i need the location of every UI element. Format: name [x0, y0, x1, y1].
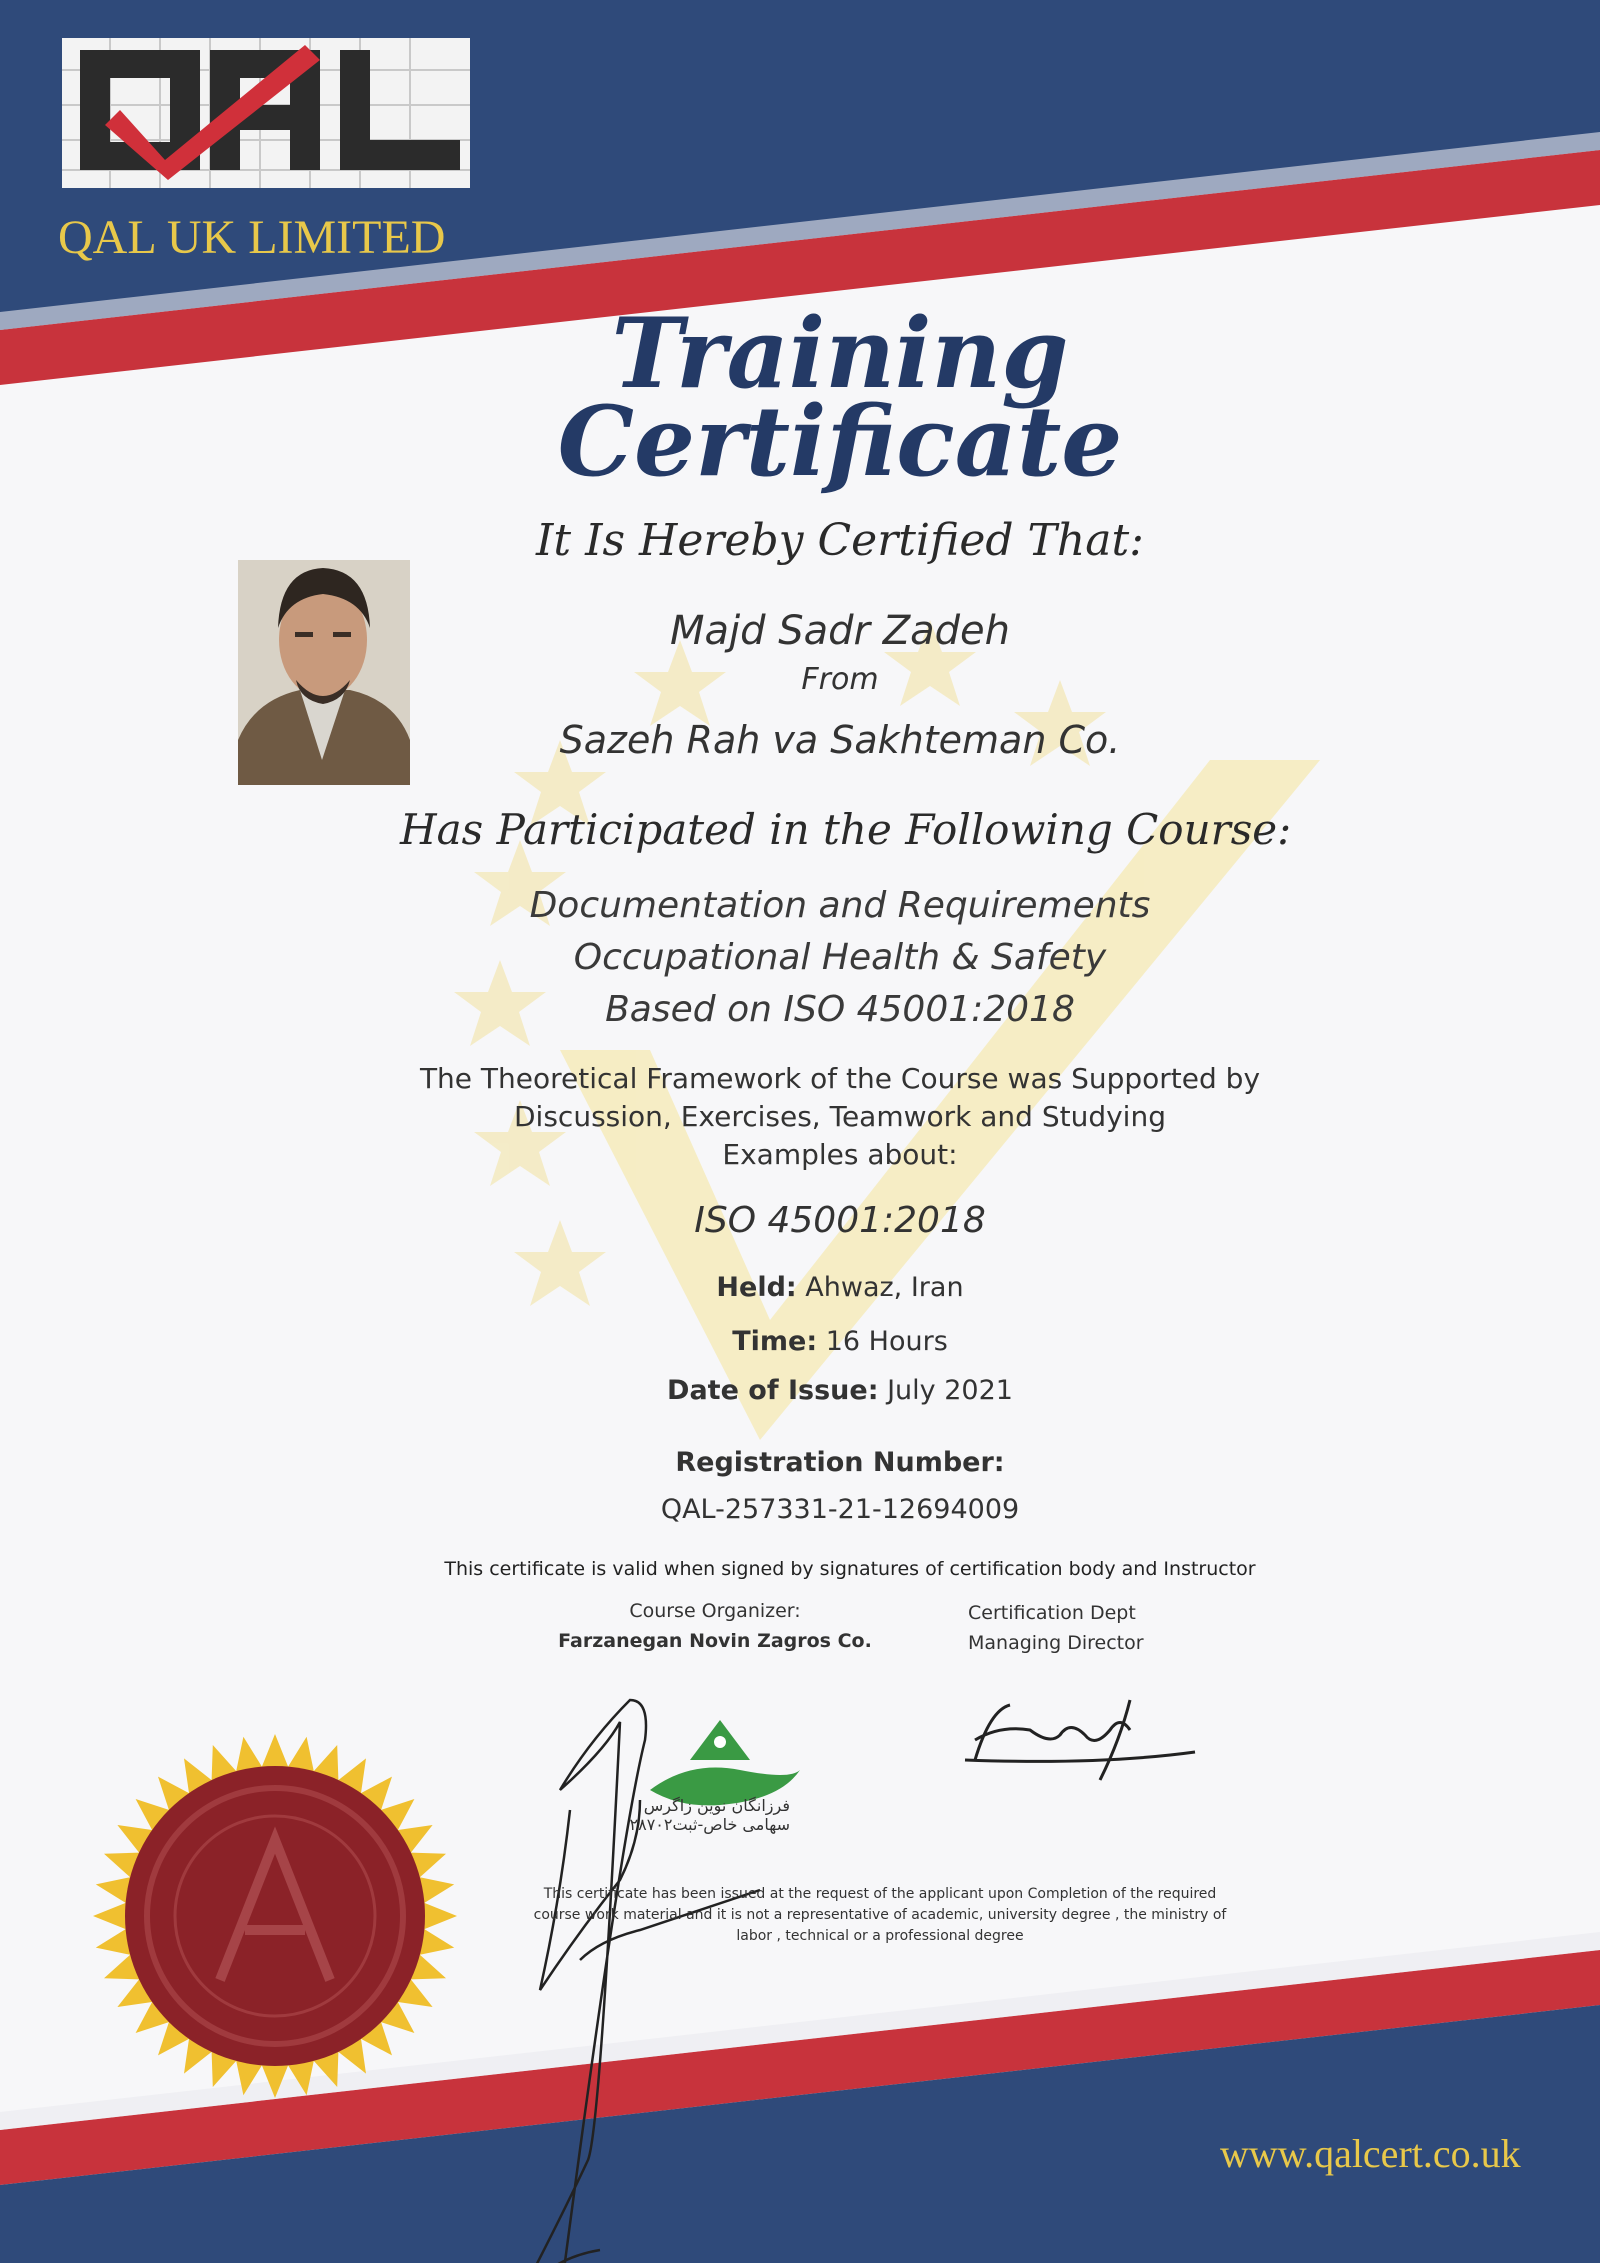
course-organizer [555, 1596, 875, 1656]
organizer-stamp-text [600, 1796, 790, 1834]
time-row [400, 1326, 1280, 1357]
held-row [400, 1272, 1280, 1303]
date-label: Date of Issue: [667, 1375, 879, 1406]
course-line: Occupational Health & Safety [573, 937, 1107, 978]
issuer-name: QAL UK LIMITED [58, 211, 446, 264]
course-title [400, 880, 1280, 1036]
date-value: July 2021 [887, 1375, 1013, 1406]
stamp-line-1: فرزانگان نوین زاگرس [643, 1796, 790, 1815]
framework-line: Discussion, Exercises, Teamwork and Studying [514, 1100, 1166, 1133]
certification-title: Managing Director [968, 1632, 1144, 1654]
certificate-title [440, 297, 1240, 498]
date-row [400, 1375, 1280, 1406]
framework-line: Examples about: [722, 1138, 958, 1171]
time-label: Time: [732, 1326, 818, 1357]
registration-number: QAL-257331-21-12694009 [660, 1494, 1020, 1525]
organizer-label: Course Organizer: [629, 1600, 801, 1622]
title-line-2: Certificate [557, 385, 1123, 498]
course-line: Based on ISO 45001:2018 [605, 989, 1075, 1030]
director-signature [965, 1700, 1195, 1780]
standard-name: ISO 45001:2018 [694, 1200, 986, 1241]
website-url[interactable]: www.qalcert.co.uk [1220, 2131, 1521, 2176]
recipient-company: Sazeh Rah va Sakhteman Co. [559, 718, 1121, 762]
title-line-1: Training [611, 297, 1069, 410]
held-label: Held: [716, 1272, 797, 1303]
disclaimer-footnote: This certificate has been issued at the request of the applicant upon Completion of the required course work material and it is not a representative of academic, university degree , the ministry of labor , technical or a professional degree [533, 1886, 1227, 1944]
framework-line: The Theoretical Framework of the Course was Supported by [419, 1062, 1261, 1095]
certification-dept [968, 1598, 1144, 1658]
framework-text [400, 1060, 1280, 1174]
registration-label: Registration Number: [675, 1447, 1005, 1478]
from-label: From [801, 662, 879, 697]
participated-statement: Has Participated in the Following Course: [400, 805, 1292, 854]
qal-logo [62, 38, 470, 188]
validity-statement: This certificate is valid when signed by signatures of certification body and Instructor [444, 1558, 1256, 1580]
hereby-statement: It Is Hereby Certified That: [536, 515, 1144, 566]
held-value: Ahwaz, Iran [805, 1272, 964, 1303]
certification-dept-label: Certification Dept [968, 1602, 1136, 1624]
organizer-name: Farzanegan Novin Zagros Co. [558, 1630, 872, 1652]
red-seal [93, 1734, 457, 2098]
organizer-stamp-logo [650, 1720, 800, 1805]
recipient-name: Majd Sadr Zadeh [670, 608, 1010, 654]
time-value: 16 Hours [825, 1326, 948, 1357]
stamp-line-2: سهامی خاص-ثبت۲۸۷۰۲ [629, 1815, 790, 1834]
recipient-photo [238, 560, 410, 785]
course-line: Documentation and Requirements [529, 885, 1151, 926]
